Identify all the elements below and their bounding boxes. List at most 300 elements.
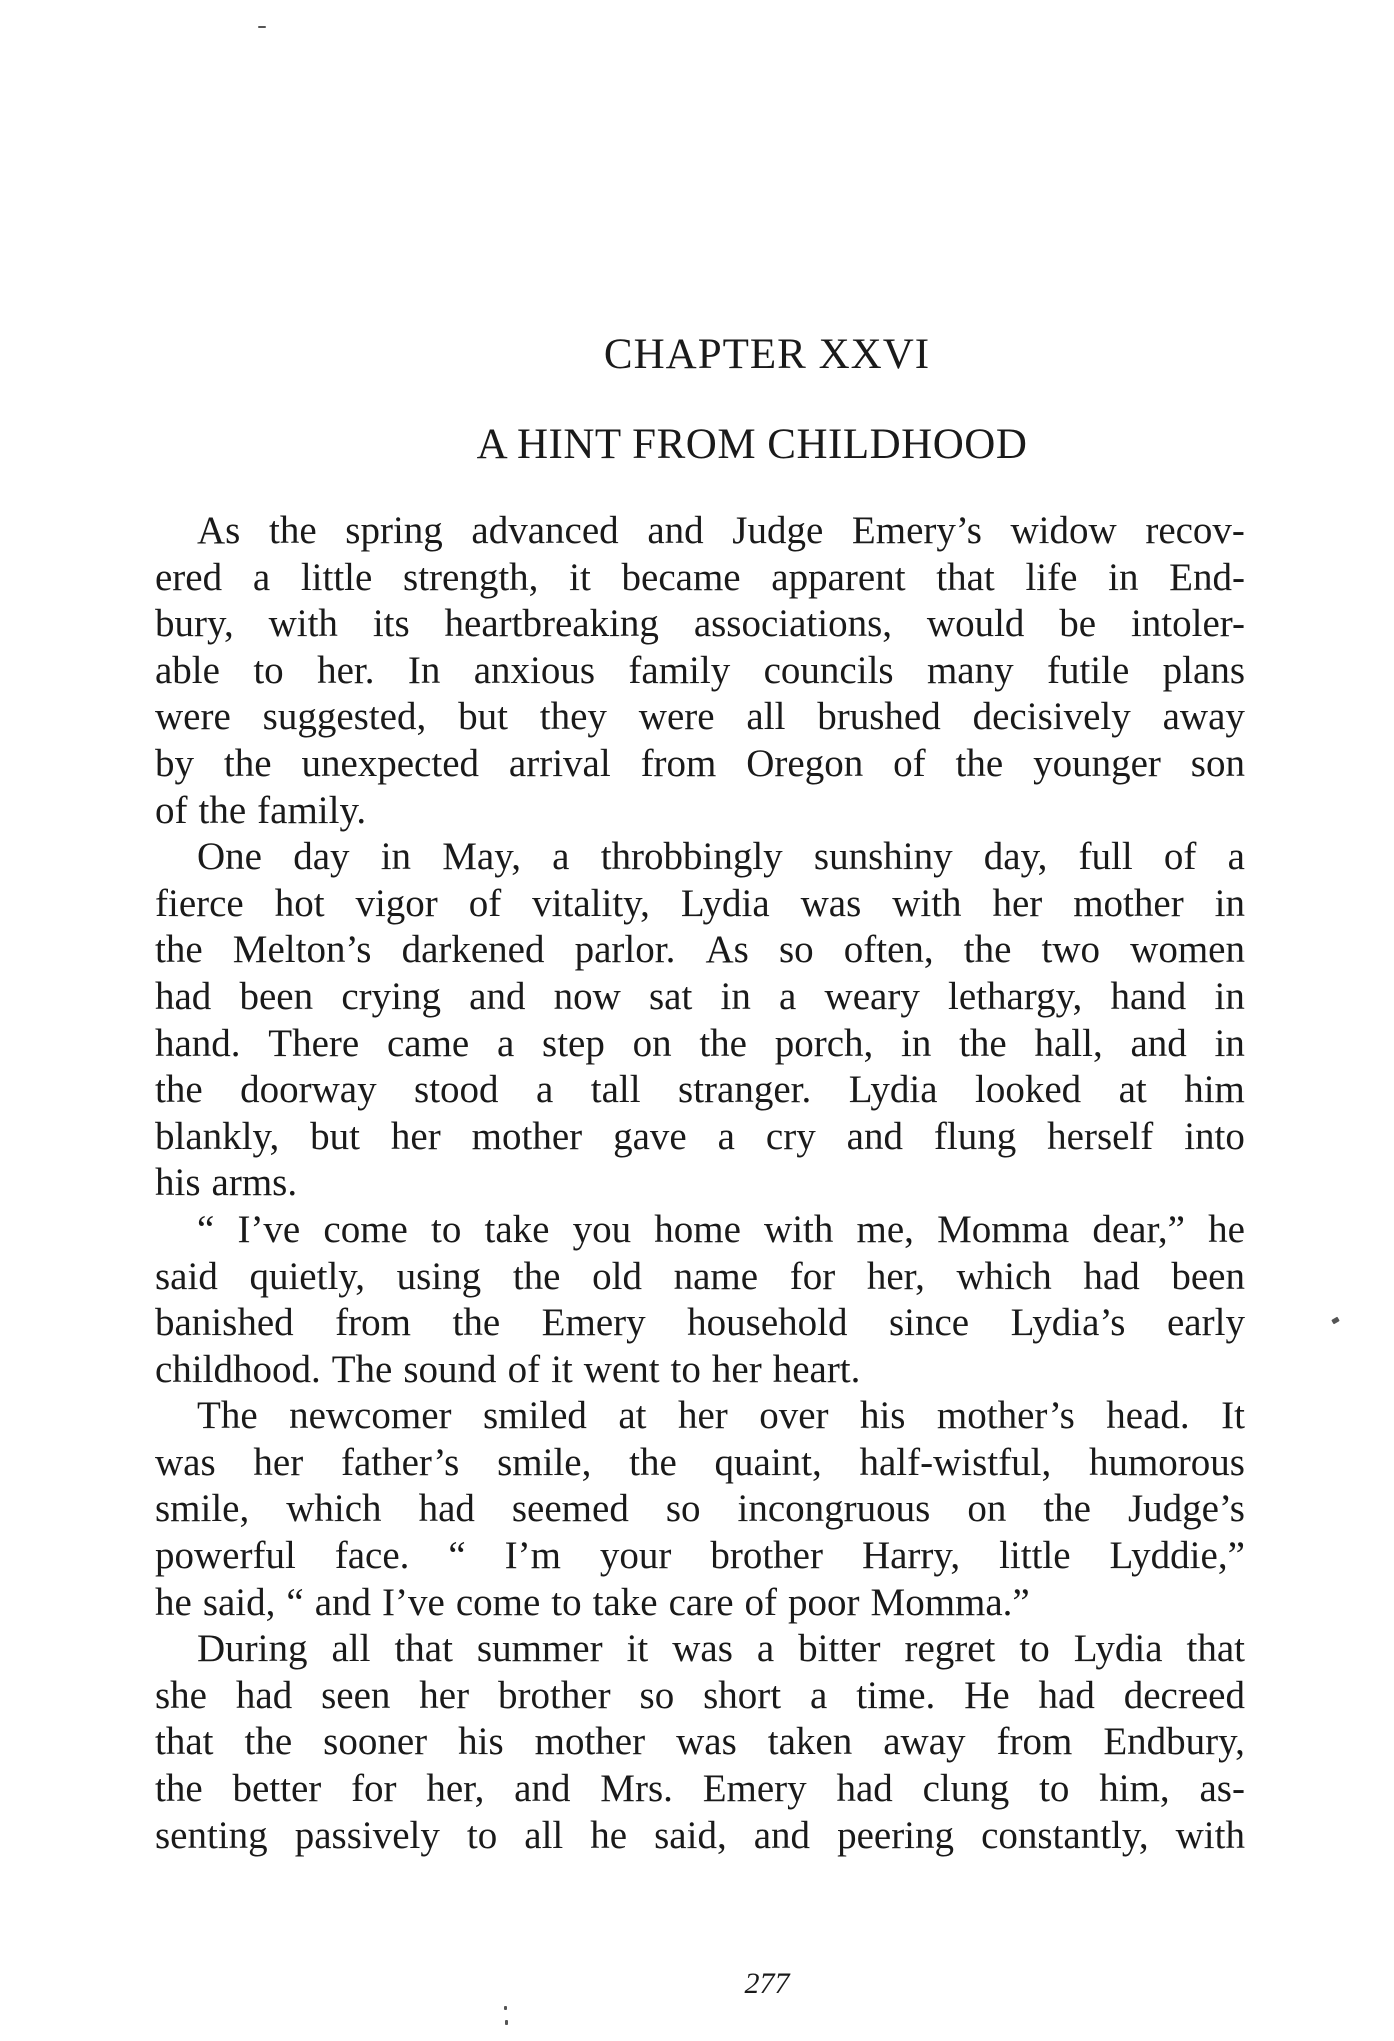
word: they	[539, 695, 607, 739]
word: full	[1078, 835, 1133, 879]
word: the	[155, 928, 203, 972]
word: smile,	[155, 1487, 250, 1531]
word: on	[632, 1021, 672, 1065]
word: its	[372, 602, 410, 646]
word: your	[599, 1534, 672, 1578]
word: face.	[334, 1534, 410, 1578]
word: The	[331, 1347, 393, 1391]
word: regret	[904, 1627, 996, 1671]
word: anxious	[473, 648, 596, 692]
word: into	[1184, 1114, 1245, 1158]
word: a	[496, 1021, 515, 1065]
word: a	[536, 1068, 554, 1112]
word: come	[323, 1207, 408, 1251]
word: incongruous	[737, 1487, 931, 1531]
word: plans	[1162, 648, 1245, 692]
text-line	[155, 508, 1245, 555]
word: bitter	[798, 1627, 881, 1671]
word: There	[268, 1021, 360, 1065]
word: in	[1214, 881, 1245, 925]
word: to	[1039, 1767, 1070, 1811]
word: It	[1221, 1394, 1245, 1438]
text-line	[155, 927, 1245, 974]
word: in	[1108, 555, 1139, 599]
word: In	[407, 648, 441, 692]
word: to	[670, 1347, 701, 1391]
word: “	[448, 1534, 466, 1578]
word: the	[155, 1767, 203, 1811]
word: had	[1083, 1254, 1140, 1298]
word: the	[155, 1068, 203, 1112]
word: hand	[1110, 974, 1187, 1018]
word: a	[809, 1673, 828, 1717]
word: Lydia’s	[1010, 1301, 1126, 1345]
word: to	[253, 648, 284, 692]
word: tall	[590, 1068, 641, 1112]
word: away	[883, 1720, 966, 1764]
word: from	[640, 741, 717, 785]
word: sound	[403, 1347, 497, 1391]
word: said,	[202, 1580, 276, 1624]
text-line	[155, 1114, 1245, 1161]
word: lethargy,	[948, 974, 1083, 1018]
word: all	[524, 1813, 564, 1857]
word: I’ve	[237, 1207, 301, 1251]
word: Emery’s	[851, 509, 982, 552]
word: been	[239, 974, 314, 1018]
word: and	[1130, 1021, 1187, 1065]
word: him	[1184, 1068, 1245, 1112]
word: the	[223, 741, 272, 785]
text-line	[155, 1440, 1245, 1487]
word: to	[466, 1813, 498, 1857]
word: Endbury,	[1103, 1720, 1245, 1764]
word: a	[552, 835, 570, 879]
word: a	[252, 555, 271, 599]
word: peering	[837, 1813, 955, 1857]
word: brother	[710, 1534, 823, 1578]
word: bury,	[155, 602, 234, 646]
word: her	[711, 1347, 762, 1391]
print-speck	[258, 26, 266, 28]
word: that	[1186, 1627, 1245, 1671]
print-speck	[505, 2020, 508, 2025]
word: the	[452, 1301, 501, 1345]
word: As	[705, 928, 749, 972]
word: all	[746, 695, 786, 739]
word: seen	[321, 1673, 391, 1717]
word: a	[779, 974, 797, 1018]
word: I’ve	[382, 1580, 445, 1624]
word: you	[572, 1207, 632, 1251]
word: childhood.	[155, 1347, 321, 1391]
word: brushed	[817, 695, 941, 739]
word: Lydia	[848, 1068, 938, 1112]
word: him,	[1099, 1767, 1170, 1811]
word: family	[628, 648, 731, 692]
word: was	[800, 881, 862, 925]
word: had	[1038, 1673, 1095, 1717]
word: Harry,	[861, 1534, 961, 1578]
word: the	[963, 928, 1012, 972]
word: flung	[933, 1114, 1017, 1158]
word: darkened	[401, 928, 545, 972]
word: it	[551, 1347, 573, 1391]
word: younger	[1033, 741, 1161, 785]
text-line	[155, 881, 1245, 928]
word: her,	[866, 1254, 925, 1298]
word: short	[703, 1673, 782, 1717]
word: sooner	[323, 1720, 428, 1764]
word: powerful	[155, 1534, 296, 1578]
word: household	[687, 1301, 848, 1345]
word: the	[268, 509, 317, 552]
word: May,	[442, 835, 521, 879]
word: me,	[856, 1207, 914, 1251]
word: looked	[975, 1068, 1082, 1112]
word: step	[542, 1021, 605, 1065]
word: passively	[294, 1813, 440, 1857]
text-line	[155, 1021, 1245, 1068]
word: in	[1214, 1021, 1245, 1065]
word: the	[1043, 1487, 1091, 1531]
word: herself	[1047, 1114, 1154, 1158]
word: her	[253, 1440, 304, 1484]
word: heartbreaking	[444, 602, 659, 646]
word: father’s	[340, 1440, 460, 1484]
word: councils	[763, 648, 894, 692]
word: was	[676, 1720, 737, 1764]
word: by	[155, 741, 194, 785]
text-line	[155, 694, 1245, 741]
word: and	[846, 1114, 903, 1158]
text-line	[155, 1766, 1245, 1813]
word: in	[901, 1021, 932, 1065]
word: her,	[426, 1767, 485, 1811]
word: of	[744, 1580, 778, 1624]
word: Mrs.	[600, 1767, 673, 1811]
word: and	[469, 974, 526, 1018]
word: now	[553, 974, 621, 1018]
word: two	[1041, 928, 1101, 972]
word: crying	[341, 974, 441, 1018]
word: his	[859, 1394, 906, 1438]
word: would	[926, 602, 1025, 646]
word: clung	[922, 1767, 1010, 1811]
word: decisively	[972, 695, 1131, 739]
word: she	[155, 1673, 207, 1717]
word: over	[759, 1394, 829, 1438]
word: End-	[1169, 555, 1245, 599]
word: name	[673, 1254, 759, 1298]
word: had	[418, 1487, 475, 1531]
word: in	[720, 974, 751, 1018]
word: came	[386, 1021, 470, 1065]
word: The	[197, 1394, 258, 1438]
word: Judge’s	[1127, 1487, 1245, 1531]
word: had	[836, 1767, 893, 1811]
word: and	[753, 1813, 811, 1857]
word: but	[458, 695, 508, 739]
word: but	[310, 1114, 360, 1158]
print-speck	[504, 2006, 507, 2010]
word: in	[380, 835, 412, 879]
word: hand.	[155, 1021, 241, 1065]
word: throbbingly	[600, 835, 783, 879]
word: it	[569, 555, 591, 599]
word: take	[484, 1207, 550, 1251]
word: I’m	[504, 1534, 561, 1578]
word: arrival	[508, 741, 611, 785]
word: day,	[983, 835, 1048, 879]
word: his	[458, 1720, 504, 1764]
word: women	[1130, 928, 1245, 972]
word: the	[959, 1021, 1007, 1065]
text-line	[155, 1580, 1245, 1627]
text-line	[155, 1300, 1245, 1347]
word: banished	[155, 1301, 294, 1345]
text-line	[155, 1533, 1245, 1580]
text-line	[155, 648, 1245, 695]
word: recov-	[1145, 509, 1245, 552]
word: which	[956, 1254, 1052, 1298]
word: since	[888, 1301, 970, 1345]
word: her	[992, 881, 1043, 925]
word: with	[1175, 1813, 1245, 1857]
word: to	[431, 1207, 462, 1251]
word: which	[286, 1487, 382, 1531]
word: of	[507, 1347, 541, 1391]
word: as-	[1199, 1767, 1245, 1811]
word: it	[626, 1627, 649, 1671]
word: and	[514, 1767, 571, 1811]
page-number: 277	[744, 1967, 790, 2000]
word: Lydia	[680, 881, 770, 925]
word: Emery	[541, 1301, 646, 1345]
word: quietly,	[249, 1254, 366, 1298]
word: ered	[155, 555, 223, 599]
word: vigor	[355, 881, 438, 925]
word: “	[197, 1207, 215, 1251]
body-text	[155, 508, 1245, 1859]
word: so	[639, 1673, 675, 1717]
word: with	[268, 602, 338, 646]
word: day	[293, 835, 350, 879]
word: with	[892, 881, 962, 925]
word: went	[583, 1347, 660, 1391]
word: half-wistful,	[859, 1440, 1052, 1484]
word: Momma.”	[870, 1580, 1030, 1624]
word: As	[197, 509, 241, 552]
word: from	[996, 1720, 1073, 1764]
word: blankly,	[155, 1114, 280, 1158]
word: stood	[414, 1068, 499, 1112]
word: the	[244, 1720, 293, 1764]
text-line	[155, 1486, 1245, 1533]
word: were	[155, 695, 231, 739]
text-line	[155, 1254, 1245, 1301]
word: able	[155, 648, 220, 692]
word: smiled	[482, 1394, 587, 1438]
word: with	[764, 1207, 834, 1251]
text-line	[155, 1626, 1245, 1673]
word: parlor.	[574, 928, 676, 972]
word: Lyddie,”	[1109, 1534, 1245, 1578]
word: Oregon	[746, 741, 864, 785]
word: the	[629, 1440, 677, 1484]
text-line	[155, 1673, 1245, 1720]
word: said	[155, 1254, 218, 1298]
word: mother	[1073, 881, 1184, 925]
text-line	[155, 1160, 1245, 1207]
word: said,	[654, 1813, 727, 1857]
word: using	[396, 1254, 482, 1298]
word: spring	[345, 509, 443, 552]
text-line	[155, 1207, 1245, 1254]
word: to	[551, 1580, 582, 1624]
word: “	[286, 1580, 304, 1624]
word: senting	[155, 1813, 268, 1857]
word: He	[964, 1673, 1010, 1717]
word: mother	[471, 1114, 583, 1158]
word: many	[926, 648, 1014, 692]
word: the	[512, 1254, 561, 1298]
word: take	[592, 1580, 658, 1624]
text-line	[155, 601, 1245, 648]
text-line	[155, 1347, 1245, 1394]
word: Lydia	[1073, 1627, 1163, 1671]
word: come	[455, 1580, 541, 1624]
chapter-number: CHAPTER XXVI	[603, 331, 931, 378]
word: seemed	[511, 1487, 629, 1531]
word: and	[647, 509, 704, 552]
word: the	[198, 788, 247, 832]
text-line	[155, 1393, 1245, 1440]
word: constantly,	[981, 1813, 1149, 1857]
word: doorway	[240, 1068, 377, 1112]
word: fierce	[155, 881, 244, 925]
word: at	[1118, 1068, 1147, 1112]
word: and	[314, 1580, 372, 1624]
word: apparent	[771, 555, 906, 599]
text-line	[155, 974, 1245, 1021]
word: her	[677, 1394, 728, 1438]
word: humorous	[1088, 1440, 1245, 1484]
word: of	[1163, 835, 1197, 879]
word: head.	[1106, 1394, 1190, 1438]
word: stranger.	[678, 1068, 812, 1112]
word: that	[936, 555, 995, 599]
text-line	[155, 741, 1245, 788]
word: intoler-	[1130, 602, 1245, 646]
word: his	[155, 1161, 201, 1205]
word: the	[699, 1021, 747, 1065]
word: sat	[649, 974, 693, 1018]
word: a	[756, 1627, 775, 1671]
word: a	[717, 1114, 735, 1158]
word: for	[789, 1254, 836, 1298]
word: mother	[534, 1720, 646, 1764]
word: cry	[765, 1114, 816, 1158]
word: newcomer	[289, 1394, 452, 1438]
word: mother’s	[936, 1394, 1075, 1438]
word: weary	[824, 974, 920, 1018]
word: widow	[1010, 509, 1117, 552]
word: been	[1171, 1254, 1245, 1298]
word: time.	[856, 1673, 936, 1717]
word: of	[468, 881, 502, 925]
word: associations,	[693, 602, 893, 646]
word: decreed	[1123, 1673, 1245, 1717]
word: gave	[613, 1114, 687, 1158]
word: that	[394, 1627, 453, 1671]
word: all	[331, 1627, 371, 1671]
word: advanced	[471, 509, 619, 552]
word: early	[1167, 1301, 1245, 1345]
word: Emery	[702, 1767, 807, 1811]
word: quaint,	[714, 1440, 822, 1484]
word: in	[1214, 974, 1245, 1018]
word: summer	[476, 1627, 603, 1671]
word: little	[300, 555, 373, 599]
word: was	[155, 1440, 216, 1484]
word: suggested,	[262, 695, 427, 739]
word: During	[197, 1627, 308, 1671]
word: unexpected	[301, 741, 480, 785]
word: a	[1227, 835, 1245, 879]
word: that	[155, 1720, 214, 1764]
word: son	[1190, 741, 1245, 785]
word: futile	[1046, 648, 1130, 692]
word: smile,	[497, 1440, 592, 1484]
word: Judge	[732, 509, 824, 552]
word: strength,	[403, 555, 539, 599]
word: her	[419, 1673, 470, 1717]
word: had	[235, 1673, 293, 1717]
word: arms.	[211, 1161, 298, 1205]
text-line	[155, 1067, 1245, 1114]
word: home	[654, 1207, 741, 1251]
word: hall,	[1034, 1021, 1103, 1065]
word: old	[592, 1254, 642, 1298]
word: to	[1019, 1627, 1050, 1671]
word: was	[672, 1627, 733, 1671]
text-line	[155, 788, 1245, 835]
text-line	[155, 1719, 1245, 1766]
word: her	[390, 1114, 441, 1158]
word: One	[197, 835, 262, 879]
word: poor	[788, 1580, 860, 1624]
word: at	[618, 1394, 647, 1438]
text-line	[155, 834, 1245, 881]
text-line	[155, 555, 1245, 602]
word: became	[621, 555, 741, 599]
word: care	[668, 1580, 734, 1624]
word: for	[351, 1767, 397, 1811]
word: porch,	[774, 1021, 874, 1065]
word: better	[232, 1767, 322, 1811]
chapter-title: A HINT FROM CHILDHOOD	[476, 421, 1028, 468]
word: often,	[843, 928, 934, 972]
word: were	[638, 695, 715, 739]
word: Momma	[937, 1207, 1070, 1251]
word: the	[955, 741, 1004, 785]
word: be	[1059, 602, 1097, 646]
word: heart.	[772, 1347, 861, 1391]
word: so	[778, 928, 814, 972]
word: sunshiny	[813, 835, 953, 879]
word: her.	[317, 648, 375, 692]
